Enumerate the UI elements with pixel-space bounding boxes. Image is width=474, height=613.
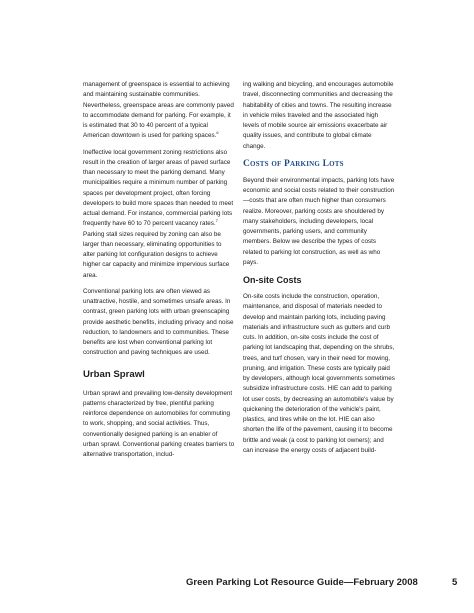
right-column <box>243 80 395 462</box>
paragraph-zoning-text-b: Parking stall sizes required by zoning can also be larger than necessary, eliminating opportunities to alter parking lot configuration designs to achieve higher car capacity and minimize impervious surface area. <box>83 230 230 279</box>
heading-urban-sprawl: Urban Sprawl <box>83 368 145 380</box>
paragraph-greenspace-text: management of greenspace is essential to achieving and maintaining sustainable communities. Nevertheless, greenspace areas are commonly paved to accommodate demand for parking. For example, it is estimated that 30 to 40 percent of a typical American downtown is used for parking spaces. <box>83 81 234 140</box>
paragraph-aesthetics: Conventional parking lots are often viewed as unattractive, hostile, and sometimes unsafe areas. In contrast, green parking lots with urban greenscaping provide aesthetic benefits, including privacy and noise reduction, to landowners and to communities. These benefits are lost when conventional parking lot construction and paving techniques are used. <box>83 287 234 357</box>
footer-title: Green Parking Lot Resource Guide—February 2008 <box>186 577 418 588</box>
heading-costs-of-parking-lots: Costs of Parking Lots <box>243 158 344 169</box>
paragraph-zoning-text-a: Ineffective local government zoning restrictions also result in the creation of larger areas of paved surface than necessary to meet the parking demand. Many municipalities require a minimum number of parking spaces per development project, often forcing developers to build more spaces than needed to meet actual demand. For instance, commercial parking lots frequently have 60 to 70 percent vacancy rates. <box>83 148 234 228</box>
footnote-ref: 6 <box>216 130 219 136</box>
page-number: 5 <box>452 577 458 588</box>
paragraph-costs-intro: Beyond their environmental impacts, parking lots have economic and social costs related to their construction—costs that are often much higher than consumers realize. Moreover, parking costs are shouldered by many stakeholders, including developers, local governments, parking users, and community members. Below we describe the types of costs related to parking lot construction, as well as who pays. <box>243 176 395 266</box>
left-column <box>83 80 235 466</box>
heading-on-site-costs: On-site Costs <box>243 275 302 285</box>
paragraph-walking: ing walking and bicycling, and encourages automobile travel, disconnecting communities and decreasing the habitability of cities and towns. The resulting increase in vehicle miles traveled and the associated high levels of mobile source air emissions exacerbate air quality issues, and contribute to global climate change. <box>243 81 394 150</box>
footnote-ref: 7 <box>215 218 218 224</box>
paragraph-on-site-costs: On-site costs include the construction, operation, maintenance, and disposal of materials needed to develop and maintain parking lots, including paving materials and infrastructure such as gutters and curb cuts. In addition, on-site costs include the cost of parking lot landscaping that, depending on the shrubs, trees, and turf chosen, vary in their need for mowing, pruning, and irrigation. These costs are typically paid by developers, although local governments sometimes subsidize infrastructure costs. HIE can add to parking lot user costs, by decreasing an automobile's value by quickening the deterioration of the vehicle's paint, plastics, and tires while on the lot. HIE can also shorten the life of the pavement, causing it to become brittle and weak (a cost to parking lot owners); and can increase the energy costs of adjacent build- <box>243 293 395 454</box>
page-footer <box>0 577 474 591</box>
paragraph-zoning <box>83 148 235 281</box>
paragraph-urban-sprawl: Urban sprawl and prevailing low-density development patterns characterized by free, plentiful parking reinforce dependence on automobiles for commuting to work, shopping, and social activities. Thus, conventionally designed parking is an enabler of urban sprawl. Conventional parking creates barriers to alternative transportation, includ- <box>83 389 235 458</box>
paragraph-greenspace <box>83 80 235 142</box>
